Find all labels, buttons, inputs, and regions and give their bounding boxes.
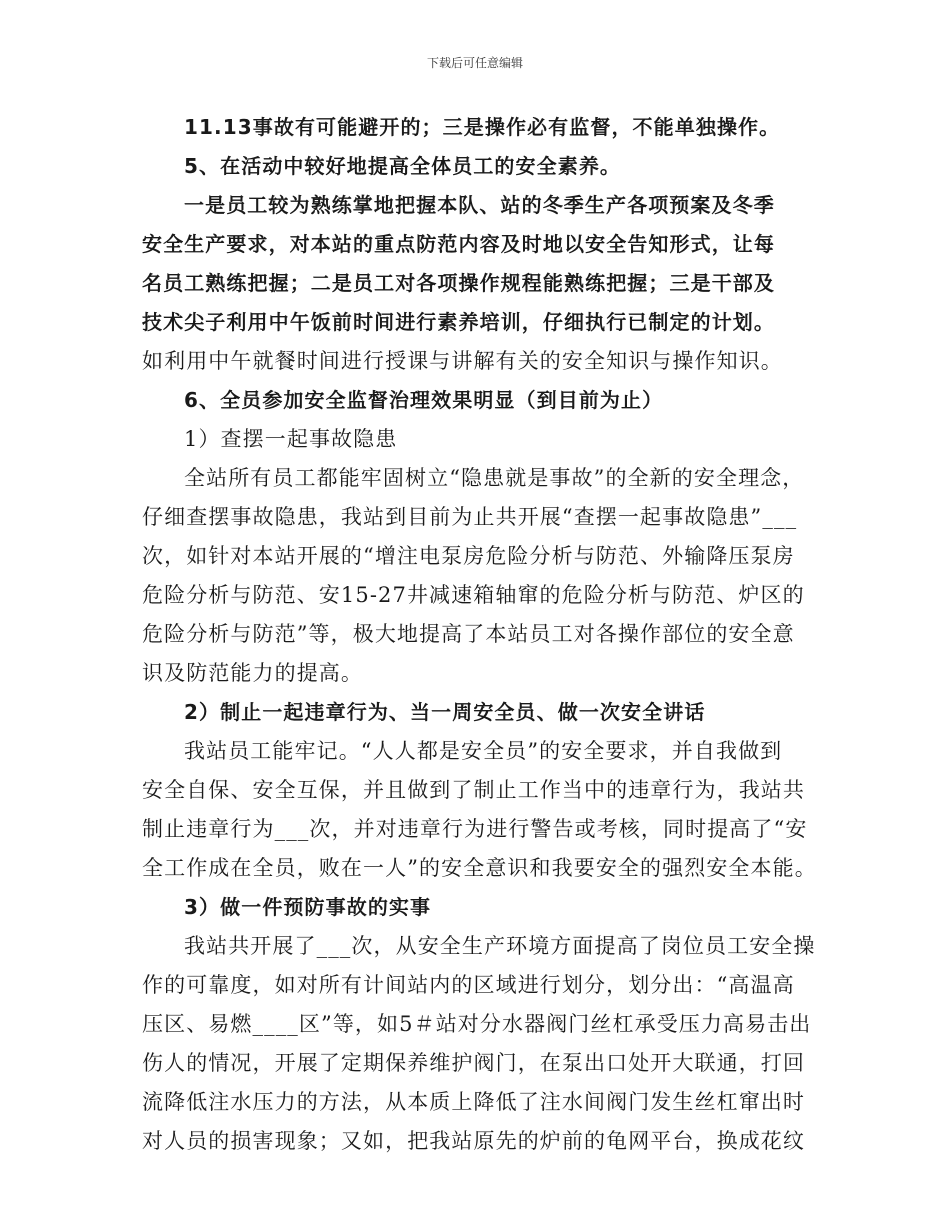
text-line: 名员工熟练把握；二是员工对各项操作规程能熟练把握；三是干部及 bbox=[142, 271, 775, 295]
text-line: 2）制止一起违章行为、当一周安全员、做一次安全讲话 bbox=[184, 700, 706, 724]
text-line: 一是员工较为熟练掌地把握本队、站的冬季生产各项预案及冬季 bbox=[184, 193, 775, 217]
text-line: 5、在活动中较好地提高全体员工的安全素养。 bbox=[184, 154, 622, 178]
text-line: 次，如针对本站开展的“增注电泵房危险分析与防范、外输降压泵房 bbox=[142, 544, 795, 568]
text-line: 全工作成在全员，败在一人”的安全意识和我要安全的强烈安全本能。 bbox=[142, 856, 817, 880]
page-header: 下载后可任意编辑 bbox=[426, 56, 523, 70]
text-line: 技术尖子利用中午饭前时间进行素养培训，仔细执行已制定的计划。 bbox=[142, 310, 775, 334]
text-line: 伤人的情况，开展了定期保养维护阀门，在泵出口处开大联通，打回 bbox=[142, 1051, 805, 1075]
text-line: 压区、易燃____区”等，如5＃站对分水器阀门丝杠承受压力高易击出 bbox=[142, 1012, 812, 1036]
text-line: 作的可靠度，如对所有计间站内的区域进行划分，划分出：“高温高 bbox=[142, 973, 795, 997]
text-line: 仔细查摆事故隐患，我站到目前为止共开展“查摆一起事故隐患”___ bbox=[142, 505, 798, 529]
text-line: 危险分析与防范”等，极大地提高了本站员工对各操作部位的安全意 bbox=[142, 622, 795, 646]
text-line: 识及防范能力的提高。 bbox=[142, 661, 363, 685]
text-line: 如利用中午就餐时间进行授课与讲解有关的安全知识与操作知识。 bbox=[142, 349, 783, 373]
text-line: 对人员的损害现象；又如，把我站原先的炉前的龟网平台，换成花纹 bbox=[142, 1129, 805, 1153]
text-line: 1）查摆一起事故隐患 bbox=[184, 427, 398, 451]
document-body bbox=[142, 108, 817, 1161]
text-line: 流降低注水压力的方法，从本质上降低了注水间阀门发生丝杠窜出时 bbox=[142, 1090, 805, 1114]
text-line: 11.13事故有可能避开的；三是操作必有监督，不能单独操作。 bbox=[184, 115, 781, 139]
text-line: 制止违章行为___次，并对违章行为进行警告或考核，同时提高了“安 bbox=[142, 817, 808, 841]
text-line: 3）做一件预防事故的实事 bbox=[184, 895, 432, 919]
text-line: 安全自保、安全互保，并且做到了制止工作当中的违章行为，我站共 bbox=[142, 778, 805, 802]
text-line: 我站共开展了___次，从安全生产环境方面提高了岗位员工安全操 bbox=[184, 934, 816, 958]
text-line: 我站员工能牢记。“人人都是安全员”的安全要求，并自我做到 bbox=[184, 739, 783, 763]
text-line: 全站所有员工都能牢固树立“隐患就是事故”的全新的安全理念， bbox=[184, 466, 805, 490]
text-line: 安全生产要求，对本站的重点防范内容及时地以安全告知形式，让每 bbox=[142, 232, 775, 256]
text-line: 危险分析与防范、安15-27井减速箱轴窜的危险分析与防范、炉区的 bbox=[142, 583, 805, 607]
text-line: 6、全员参加安全监督治理效果明显（到目前为止） bbox=[184, 388, 664, 412]
